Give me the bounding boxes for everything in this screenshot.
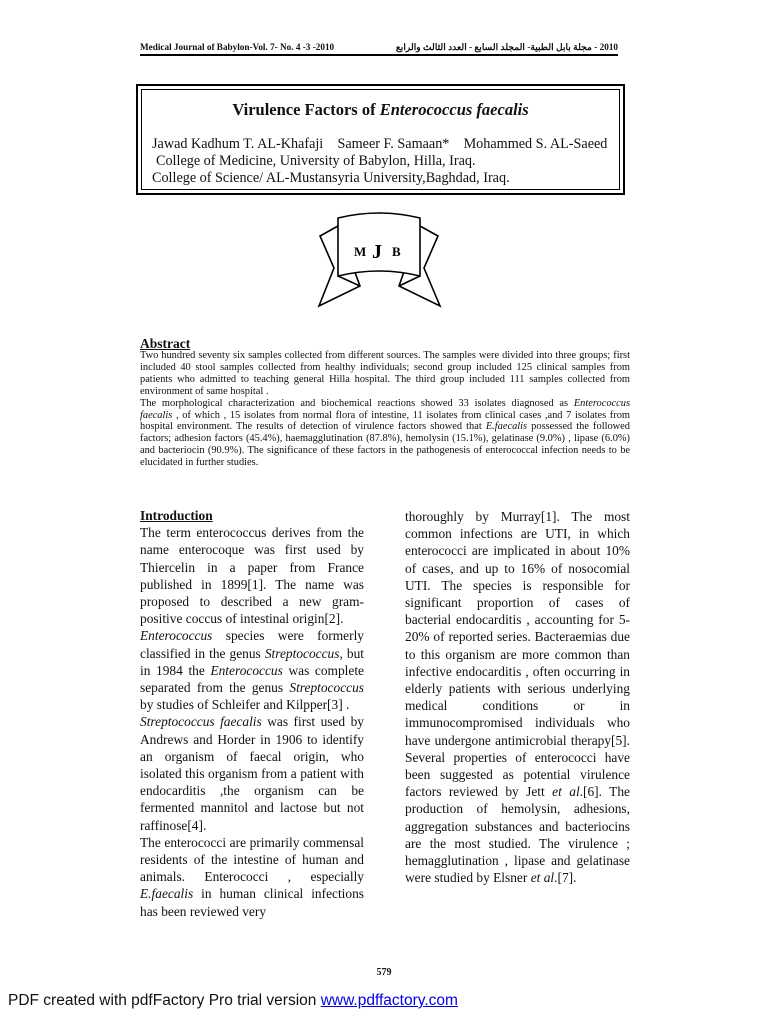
header-right-arabic: 2010 - مجلة بابل الطبية- المجلد السابع - العدد الثالث والرابع — [395, 42, 618, 52]
intro-paragraph-4: The enterococci are primarily commensal residents of the intestine of human and animals. Enterococci , especially E.faecalis in human clinical infections has been reviewed very — [140, 834, 364, 919]
abstract-body — [140, 350, 630, 469]
column-left — [140, 507, 364, 920]
mjb-logo — [316, 212, 443, 315]
intro-paragraph-1: The term enterococcus derives from the name enterocoque was first used by Thiercelin in a paper from France published in 1899[1]. The name was proposed to described a new gram-positive coccus of intestinal origin[2]. — [140, 525, 364, 627]
title-box-inner — [141, 89, 620, 190]
introduction-heading: Introduction — [140, 508, 213, 523]
affiliation-2: College of Science/ AL-Mustansyria University,Baghdad, Iraq. — [152, 170, 510, 186]
abstract-paragraph-2: The morphological characterization and biochemical reactions showed 33 isolates diagnosed as Enterococcus faecalis , of which , 15 isolates from normal flora of intestine, 11 isolates from clinical cases ,and 7 isolates from hospital environment. The results of detection of virulence factors showed that E.faecalis possessed the followed factors; adhesion factors (45.4%), haemagglutination (87.8%), hemolysin (15.1%), gelatinase (9.0%) , lipase (6.0%) and bacteriocin (90.9%). The significance of these factors in the pathogenesis of enterococcal infection needs to be elucidated in further studies. — [140, 397, 630, 469]
header-left: Medical Journal of Babylon-Vol. 7- No. 4 -3 -2010 — [140, 42, 335, 52]
abstract-heading: Abstract — [140, 336, 191, 351]
pdf-footer — [8, 992, 458, 1010]
logo-m: M — [354, 244, 367, 259]
intro-paragraph-2: Enterococcus species were formerly classified in the genus Streptococcus, but in 1984 the Enterococcus was complete separated from the genus Streptococcus by studies of Schleifer and Kilpper[3] . — [140, 628, 364, 713]
logo-b: B — [392, 244, 401, 259]
intro-paragraph-5: thoroughly by Murray[1]. The most common infections are UTI, in which enterococci are implicated in about 10% of cases, and up to 16% of nosocomial UTI. The species is responsible for significant proportion of cases of bacterial endocarditis , accounting for 5-20% of reported series. Bacteraemias due to this organism are more common than infective endocarditis , often occurring in elderly patients with serious underlying medical conditions or in immunocompromised individuals who have undergone antimicrobial therapy[5]. Several properties of enterococci have been suggested as potential virulence factors reviewed by Jett et al.[6]. The production of hemolysin, adhesions, aggregation substances and bacteriocins are the most studied. The virulence ; hemagglutination , lipase and gelatinase were studied by Elsner et al.[7]. — [405, 509, 630, 886]
journal-header — [140, 42, 618, 56]
pdf-footer-text: PDF created with pdfFactory Pro trial version — [8, 992, 321, 1009]
column-right — [405, 508, 630, 886]
paper-title — [142, 100, 619, 120]
page-number: 579 — [376, 967, 392, 978]
logo-j: J — [372, 241, 382, 263]
authors: Jawad Kadhum T. AL-Khafaji Sameer F. Samaan* Mohammed S. AL-Saeed — [152, 136, 608, 152]
abstract-paragraph-1: Two hundred seventy six samples collected from different sources. The samples were divided into three groups; first included 40 stool samples collected from healthy individuals; second group included 125 clinical samples from patients who admitted to teaching general Hilla hospital. The third group included 111 samples collected from environment of same hospital . — [140, 350, 630, 397]
title-prefix: Virulence Factors of — [232, 100, 380, 119]
pdffactory-link[interactable]: www.pdffactory.com — [320, 992, 458, 1009]
title-box — [136, 84, 625, 195]
title-species: Enterococcus faecalis — [379, 100, 529, 119]
intro-paragraph-3: Streptococcus faecalis was first used by Andrews and Horder in 1906 to identify an organism of faecal origin, who isolated this organism from a patient with endocarditis ,the organism can be fermented mannitol and lactose but not raffinose[4]. — [140, 714, 364, 833]
affiliation-1: College of Medicine, University of Babylon, Hilla, Iraq. — [156, 153, 476, 169]
